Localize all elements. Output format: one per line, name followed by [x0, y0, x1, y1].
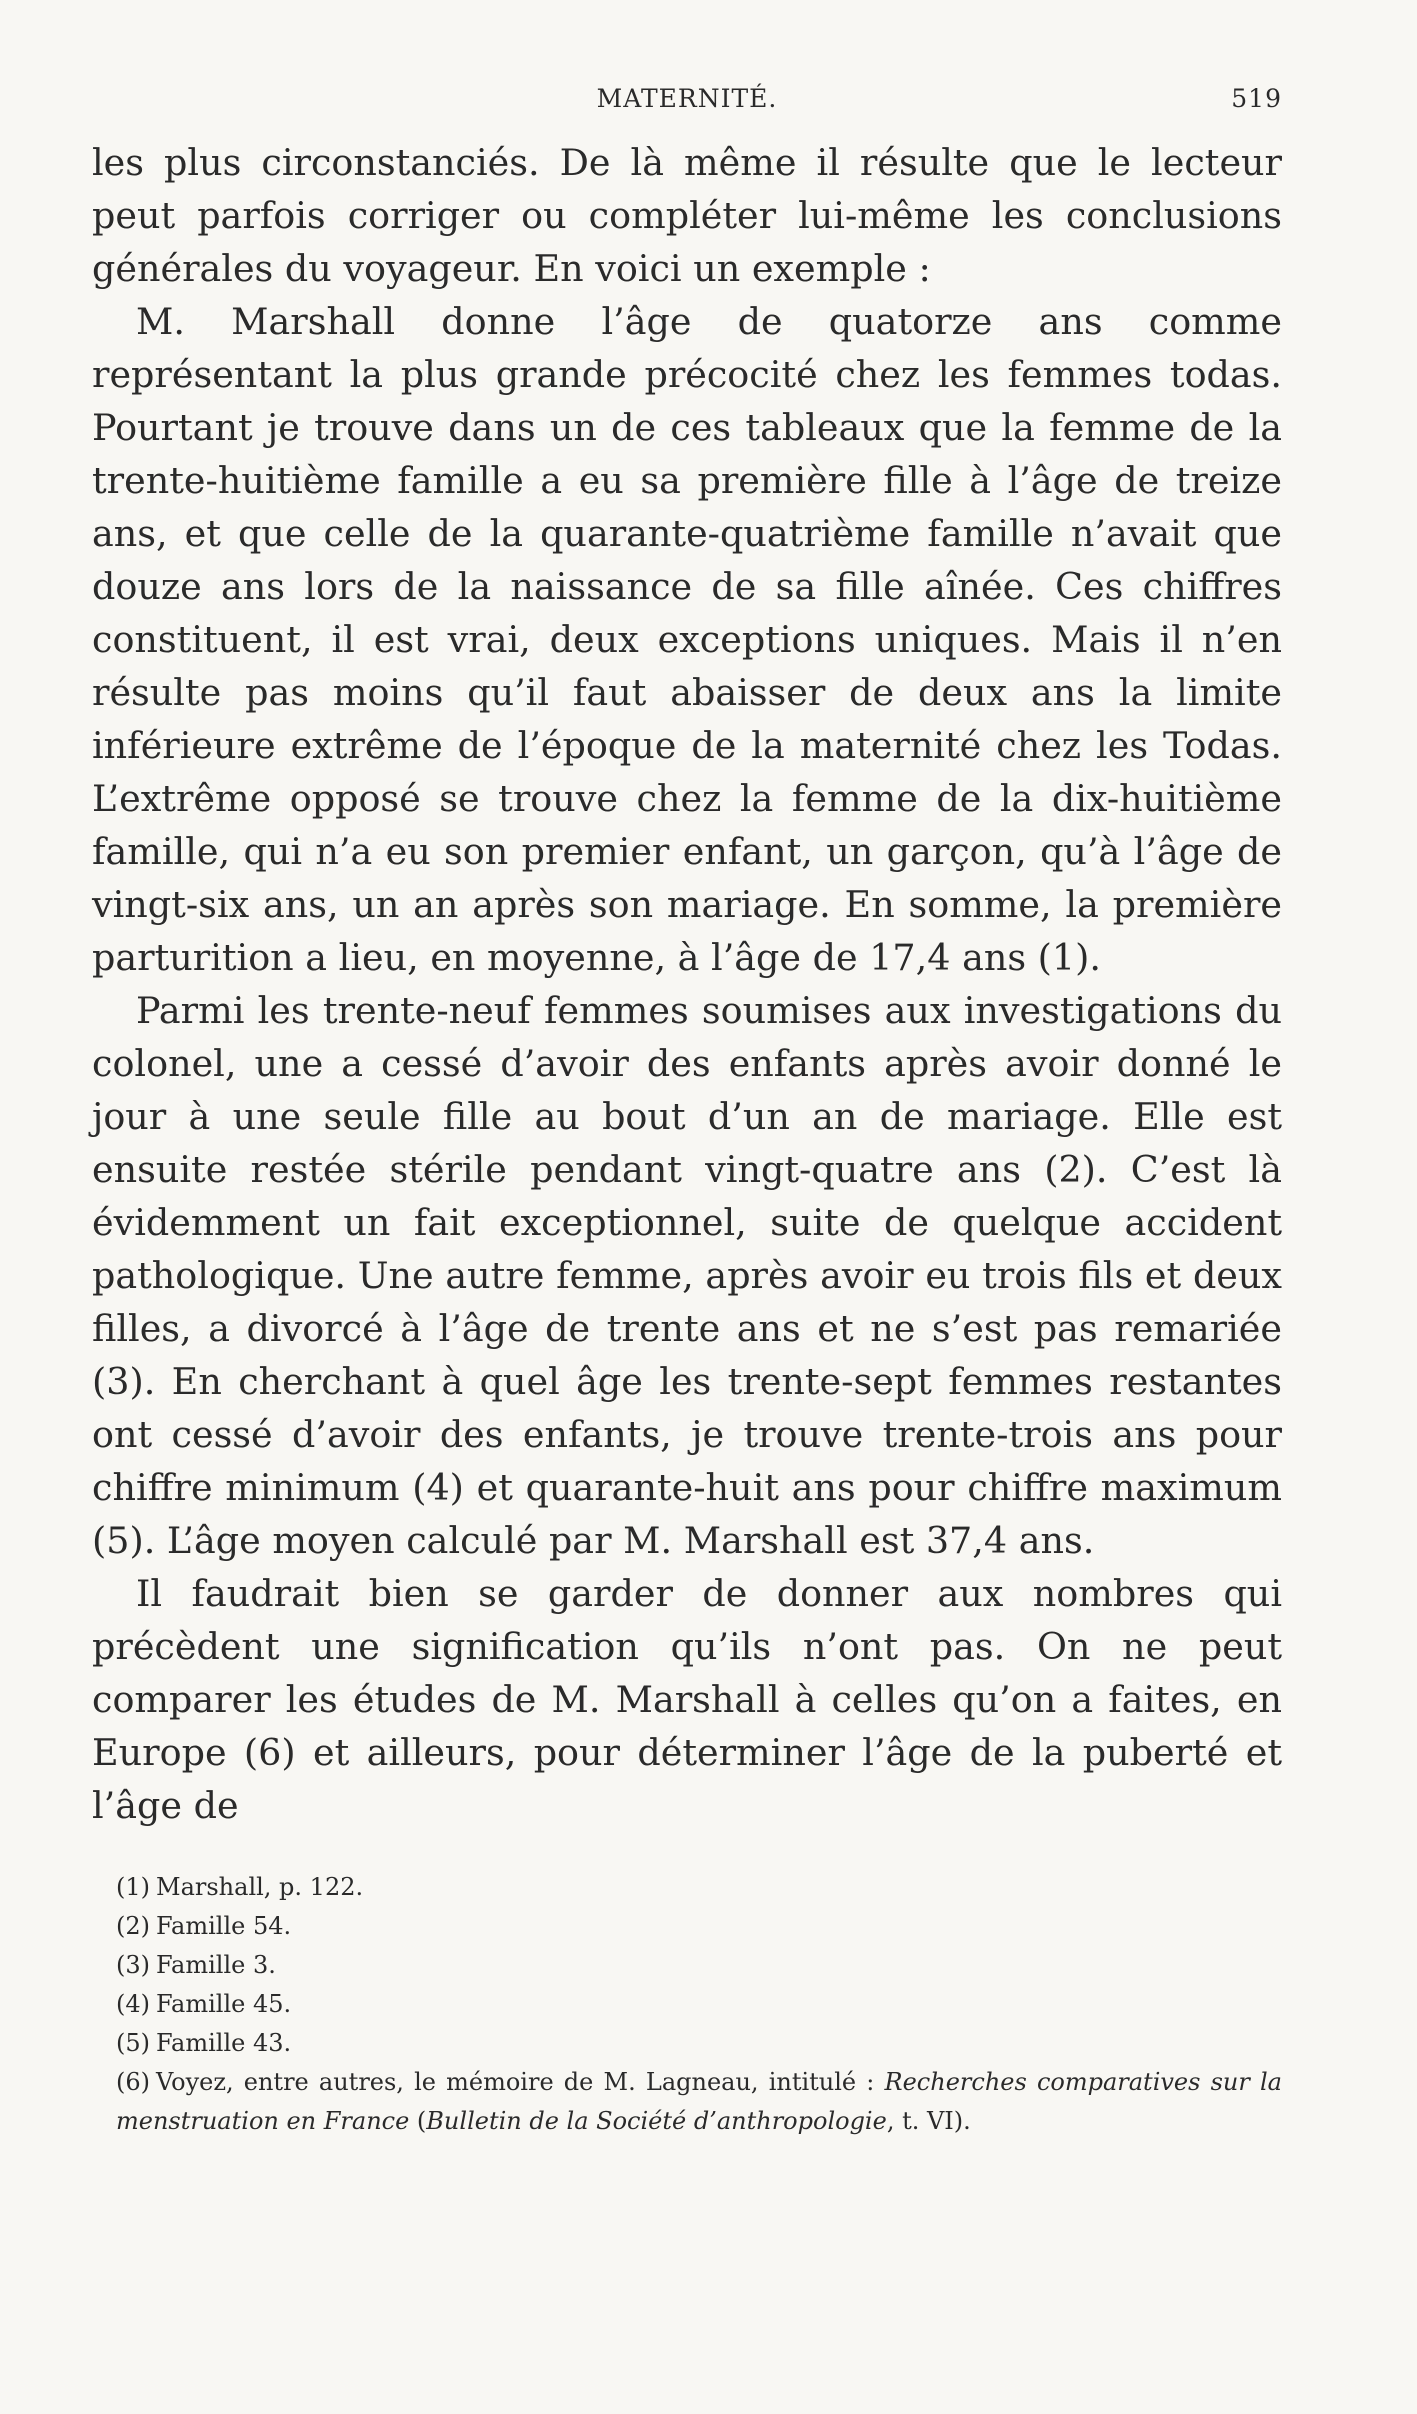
cited-journal: Bulletin de la Société d’anthropologie — [426, 2107, 887, 2135]
footnote-number: (1) — [116, 1873, 150, 1901]
footnote — [92, 1985, 1282, 2024]
footnote — [92, 1907, 1282, 1946]
footnote — [92, 1946, 1282, 1985]
paragraph-comparison: Il faudrait bien se garder de donner aux nombres qui précèdent une signification qu’ils n’ont pas. On ne peut comparer les études de M. Marshall à celles qu’on a faites, en Europe (6) et ailleurs, pour déterminer l’âge de la puberté et l’âge de — [92, 1572, 1282, 1827]
footnote-text: Famille 54. — [156, 1912, 292, 1940]
paragraph-cessation: Parmi les trente-neuf femmes soumises aux investigations du colonel, une a cessé d’avoir des enfants après avoir donné le jour à une seule fille au bout d’un an de mariage. Elle est ensuite restée stérile pendant vingt-quatre ans (2). C’est là évidemment un fait exceptionnel, suite de quelque accident pathologique. Une autre femme, après avoir eu trois fils et deux filles, a divorcé à l’âge de trente ans et ne s’est pas remariée (3). En cherchant à quel âge les trente-sept femmes restantes ont cessé d’avoir des enfants, je trouve trente-trois ans pour chiffre minimum (4) et quarante-huit ans pour chiffre maximum (5). L’âge moyen calculé par M. Marshall est 37,4 ans. — [92, 989, 1282, 1562]
document-page — [92, 70, 1282, 2141]
footnote-number: (6) — [116, 2068, 150, 2096]
cited-title: Recherches comparatives sur la menstruation en France — [116, 2068, 1282, 2135]
running-head — [92, 70, 1282, 120]
footnote-tail-text: , t. VI). — [886, 2107, 971, 2135]
paragraph-continuation: les plus circonstanciés. De là même il résulte que le lecteur peut parfois corriger ou compléter lui-même les conclusions générales du voyageur. En voici un exemple : — [92, 141, 1282, 290]
footnote-number: (3) — [116, 1951, 150, 1979]
footnotes — [92, 1868, 1282, 2141]
page-number: 519 — [1231, 84, 1282, 113]
footnote-separator: ( — [409, 2107, 427, 2135]
footnote-text: Marshall, p. 122. — [156, 1873, 364, 1901]
body-text — [92, 136, 1282, 1832]
footnote-number: (2) — [116, 1912, 150, 1940]
footnote-lead-text: Voyez, entre autres, le mémoire de M. Lagneau, intitulé : — [156, 2068, 885, 2096]
footnote-text: Famille 45. — [156, 1990, 292, 2018]
footnote — [92, 2024, 1282, 2063]
footnote-number: (4) — [116, 1990, 150, 2018]
footnote — [92, 1868, 1282, 1907]
footnote-text: Famille 3. — [156, 1951, 276, 1979]
footnote-text: Famille 43. — [156, 2029, 292, 2057]
running-title: MATERNITÉ. — [596, 84, 778, 113]
footnote-number: (5) — [116, 2029, 150, 2057]
footnote-reference-lagneau — [92, 2063, 1282, 2141]
paragraph-precocity: M. Marshall donne l’âge de quatorze ans comme représentant la plus grande précocité chez les femmes todas. Pourtant je trouve dans un de ces tableaux que la femme de la trente-huitième famille a eu sa première fille à l’âge de treize ans, et que celle de la quarante-quatrième famille n’avait que douze ans lors de la naissance de sa fille aînée. Ces chiffres constituent, il est vrai, deux exceptions uniques. Mais il n’en résulte pas moins qu’il faut abaisser de deux ans la limite inférieure extrême de l’époque de la maternité chez les Todas. L’extrême opposé se trouve chez la femme de la dix-huitième famille, qui n’a eu son premier enfant, un garçon, qu’à l’âge de vingt-six ans, un an après son mariage. En somme, la première parturition a lieu, en moyenne, à l’âge de 17,4 ans (1). — [92, 300, 1282, 979]
